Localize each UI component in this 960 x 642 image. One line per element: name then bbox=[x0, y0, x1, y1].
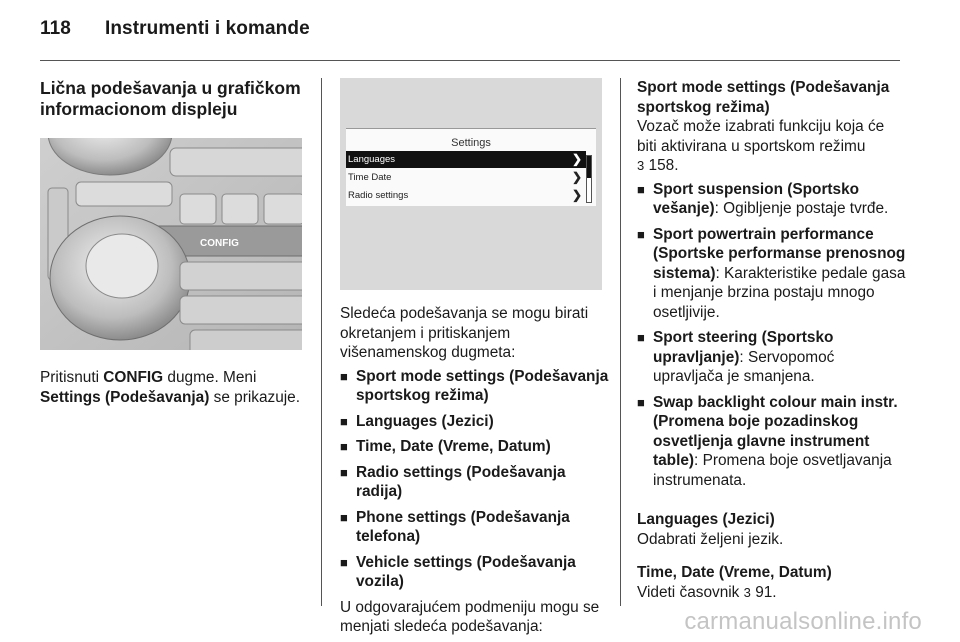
menu-scrollbar bbox=[586, 155, 592, 203]
page-ref-icon: 3 bbox=[637, 158, 645, 173]
config-panel-photo bbox=[40, 138, 302, 350]
page-header bbox=[40, 18, 310, 40]
square-bullet-icon: ■ bbox=[637, 181, 645, 197]
chapter-title: Instrumenti i komande bbox=[104, 18, 310, 39]
languages-text: Odabrati željeni jezik. bbox=[637, 530, 784, 548]
page-number: 118 bbox=[40, 18, 71, 39]
square-bullet-icon: ■ bbox=[340, 464, 348, 480]
settings-list bbox=[340, 367, 610, 592]
time-date-heading: Time, Date (Vreme, Datum) bbox=[637, 564, 832, 581]
square-bullet-icon: ■ bbox=[340, 368, 348, 384]
list-item: ■ Swap backlight colour main instr. (Promena boje pozadinskog osvetljenja glavne instrument table): Promena boje osvetljavanja instrumenata. bbox=[637, 393, 898, 489]
list-item: ■ Sport mode settings (Podešavanja sportskog režima) bbox=[340, 367, 609, 404]
menu-row-radio-settings: Radio settings ❯ bbox=[348, 188, 582, 202]
settings-intro: Sledeća podešavanja se mogu birati okretanjem i pritiskanjem višenamenskog dugmeta: bbox=[340, 305, 589, 361]
list-item: ■ Vehicle settings (Podešavanja vozila) bbox=[340, 553, 576, 590]
column-left bbox=[40, 78, 305, 407]
page-ref-icon: 3 bbox=[743, 584, 751, 600]
section-title: Lična podešavanja u grafičkom informacionom displeju bbox=[40, 78, 301, 119]
header-divider bbox=[40, 60, 900, 61]
square-bullet-icon: ■ bbox=[637, 226, 645, 242]
menu-row-languages: Languages ❯ bbox=[346, 151, 586, 168]
chevron-right-icon: ❯ bbox=[571, 152, 582, 166]
list-item: ■ Sport suspension (Sportsko vešanje): Ogibljenje postaje tvrđe. bbox=[637, 180, 889, 217]
settings-menu-title: Settings bbox=[451, 137, 491, 149]
square-bullet-icon: ■ bbox=[340, 554, 348, 570]
list-item: ■ Languages (Jezici) bbox=[340, 412, 494, 430]
square-bullet-icon: ■ bbox=[340, 439, 348, 454]
languages-heading: Languages (Jezici) bbox=[637, 511, 775, 528]
list-item: ■ Time, Date (Vreme, Datum) bbox=[340, 438, 551, 455]
list-item: ■ Phone settings (Podešavanja telefona) bbox=[340, 508, 570, 545]
watermark: carmanualsonline.info bbox=[684, 608, 922, 635]
time-date-text: Videti časovnik 3 91. bbox=[637, 583, 777, 601]
sport-mode-text: Vozač može izabrati funkciju koja će biti aktivirana u sportskom režimu 3 158. bbox=[637, 118, 885, 174]
square-bullet-icon: ■ bbox=[637, 394, 645, 410]
chevron-right-icon: ❯ bbox=[571, 188, 582, 202]
console-illustration bbox=[40, 138, 302, 350]
sport-options-list bbox=[637, 180, 907, 491]
square-bullet-icon: ■ bbox=[637, 330, 645, 345]
config-button-label: CONFIG bbox=[200, 238, 239, 249]
list-item: ■ Radio settings (Podešavanja radija) bbox=[340, 463, 566, 500]
column-divider-1 bbox=[321, 78, 322, 606]
column-right bbox=[637, 78, 907, 602]
column-divider-2 bbox=[620, 78, 621, 606]
square-bullet-icon: ■ bbox=[340, 413, 348, 429]
settings-menu-panel bbox=[346, 128, 596, 206]
config-instruction: Pritisnuti CONFIG dugme. Meni Settings (Podešavanja) se prikazuje. bbox=[40, 369, 301, 406]
sport-mode-heading: Sport mode settings (Podešavanja sportskog režima) bbox=[637, 79, 890, 116]
column-middle bbox=[340, 78, 610, 637]
square-bullet-icon: ■ bbox=[340, 509, 348, 525]
scrollbar-thumb bbox=[587, 156, 591, 178]
submenu-intro: U odgovarajućem podmeniju mogu se menjati sledeća podešavanja: bbox=[340, 598, 600, 635]
chevron-right-icon: ❯ bbox=[571, 170, 582, 184]
menu-row-time-date: Time Date ❯ bbox=[348, 170, 582, 184]
settings-display-illustration bbox=[340, 78, 602, 290]
list-item: ■ Sport powertrain performance (Sportske performanse prenosnog sistema): Karakteristike pedale gasa i menjanje brzina postaju mnogo osetljivije. bbox=[637, 225, 906, 321]
list-item: ■ Sport steering (Sportsko upravljanje): Servopomoć upravljača je smanjena. bbox=[637, 329, 835, 385]
